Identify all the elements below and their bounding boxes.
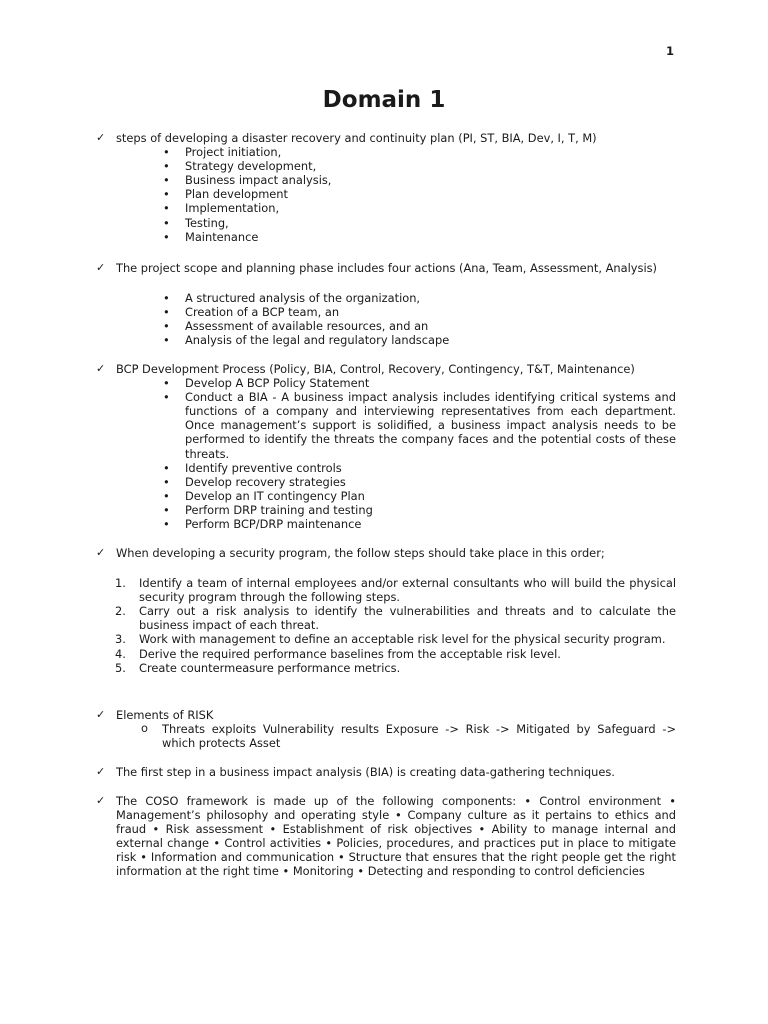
section-heading: BCP Development Process (Policy, BIA, Control, Recovery, Contingency, T&T, Maintenance) bbox=[116, 362, 635, 376]
bullet-list bbox=[96, 145, 676, 244]
circle-list bbox=[96, 722, 676, 750]
list-item: • Plan development bbox=[185, 187, 676, 201]
list-item: • Analysis of the legal and regulatory landscape bbox=[185, 333, 676, 347]
section-dr-steps bbox=[96, 131, 676, 244]
list-item: • Implementation, bbox=[185, 201, 676, 215]
list-item bbox=[115, 576, 676, 605]
list-number: 1. bbox=[115, 576, 126, 591]
list-item-text: Create countermeasure performance metrics. bbox=[139, 660, 401, 675]
list-item: • Testing, bbox=[185, 216, 676, 230]
list-item: • Maintenance bbox=[185, 230, 676, 244]
section-heading: steps of developing a disaster recovery and continuity plan (PI, ST, BIA, Dev, I, T, M) bbox=[116, 131, 597, 145]
checkmark-icon: ✓ bbox=[96, 765, 106, 778]
page-number: 1 bbox=[665, 44, 674, 58]
checkmark-icon: ✓ bbox=[96, 261, 106, 274]
list-item: • Strategy development, bbox=[185, 159, 676, 173]
list-number: 5. bbox=[115, 660, 126, 675]
section-heading: Elements of RISK bbox=[116, 708, 214, 722]
list-item: o Threats exploits Vulnerability results Exposure -> Risk -> Mitigated by Safeguard -> which protects Asset bbox=[162, 722, 676, 750]
list-item: • Identify preventive controls bbox=[185, 461, 676, 475]
list-item: • A structured analysis of the organization, bbox=[185, 291, 676, 305]
list-item: • Project initiation, bbox=[185, 145, 676, 159]
checkmark-icon: ✓ bbox=[96, 362, 106, 375]
list-number: 2. bbox=[115, 604, 126, 619]
section-heading: When developing a security program, the follow steps should take place in this order; bbox=[116, 546, 605, 560]
list-item: • Develop recovery strategies bbox=[185, 475, 676, 489]
list-item-text: Work with management to define an acceptable risk level for the physical security program. bbox=[139, 632, 666, 647]
section-paragraph: The COSO framework is made up of the following components: • Control environment • Management’s philosophy and operating style • Company culture as it pertains to ethics and fraud • Risk assessment • Establishment of risk objectives • Ability to manage internal and external change • Control activities • Policies, procedures, and practices put in place to mitigate risk • Information and communication • Structure that ensures that the right people get the right information at the right time • Monitoring • Detecting and responding to control deficiencies bbox=[116, 794, 676, 879]
section-bcp-process bbox=[96, 362, 676, 531]
list-item: • Develop A BCP Policy Statement bbox=[185, 376, 676, 390]
list-item-text: Derive the required performance baselines from the acceptable risk level. bbox=[139, 646, 561, 661]
list-number: 4. bbox=[115, 646, 126, 661]
list-item bbox=[115, 646, 676, 661]
list-item: • Conduct a BIA - A business impact analysis includes identifying critical systems and functions of a company and interviewing representatives from each department. Once management’s support is solidified, a business impact analysis needs to be performed to identify the threats the company faces and the potential costs of these threats. bbox=[185, 390, 676, 460]
list-item: • Assessment of available resources, and an bbox=[185, 319, 676, 333]
list-item: • Creation of a BCP team, an bbox=[185, 305, 676, 319]
section-heading: The project scope and planning phase includes four actions (Ana, Team, Assessment, Analysis) bbox=[116, 261, 657, 275]
list-item bbox=[115, 632, 676, 647]
list-item-text: Identify a team of internal employees and/or external consultants who will build the physical security program through the following steps. bbox=[139, 576, 676, 605]
list-item: • Develop an IT contingency Plan bbox=[185, 489, 676, 503]
bullet-list bbox=[96, 376, 676, 531]
checkmark-icon: ✓ bbox=[96, 708, 106, 721]
list-item-text: Carry out a risk analysis to identify the vulnerabilities and threats and to calculate the business impact of each threat. bbox=[139, 604, 676, 633]
bullet-list bbox=[96, 291, 676, 347]
numbered-list bbox=[96, 576, 676, 675]
list-item: • Perform BCP/DRP maintenance bbox=[185, 517, 676, 531]
list-number: 3. bbox=[115, 632, 126, 647]
list-item bbox=[115, 660, 676, 675]
list-item: • Business impact analysis, bbox=[185, 173, 676, 187]
checkmark-icon: ✓ bbox=[96, 794, 106, 807]
section-heading: The first step in a business impact analysis (BIA) is creating data-gathering techniques. bbox=[116, 765, 615, 779]
section-security-program bbox=[96, 546, 676, 675]
page-title: Domain 1 bbox=[322, 87, 446, 113]
checkmark-icon: ✓ bbox=[96, 546, 106, 559]
list-item bbox=[115, 604, 676, 633]
checkmark-icon: ✓ bbox=[96, 131, 106, 144]
section-project-scope bbox=[96, 261, 676, 347]
section-bia-first-step bbox=[96, 765, 676, 779]
section-coso-framework bbox=[96, 794, 676, 879]
list-item: • Perform DRP training and testing bbox=[185, 503, 676, 517]
section-elements-of-risk bbox=[96, 708, 676, 750]
